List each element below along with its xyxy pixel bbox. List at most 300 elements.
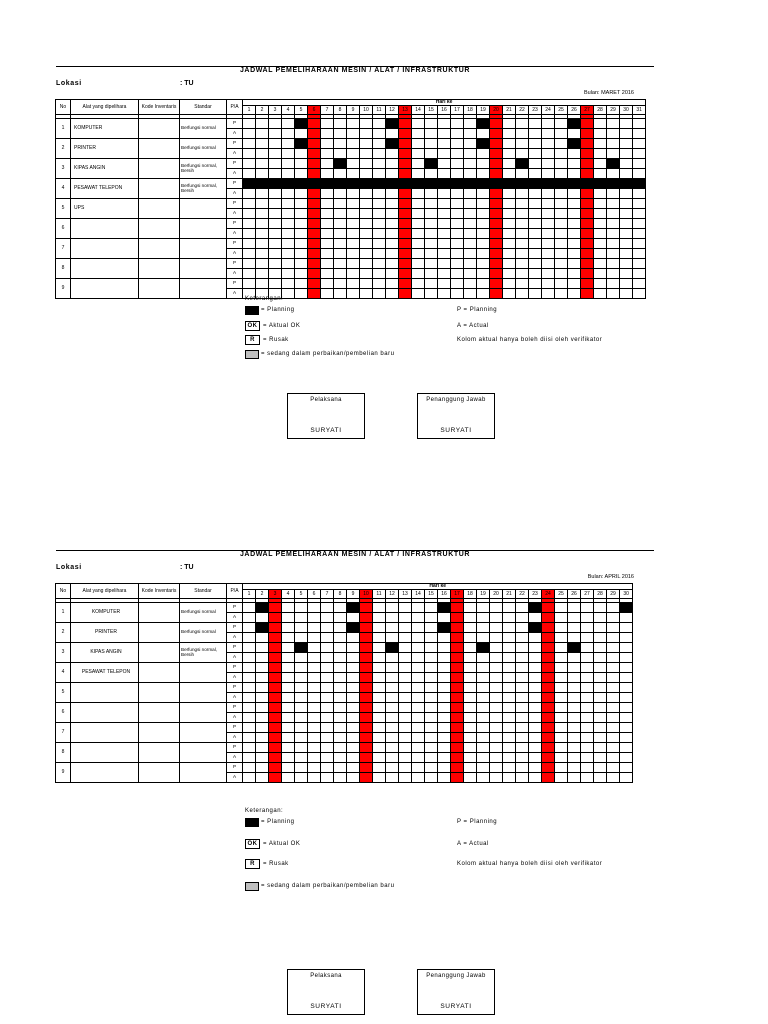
day-cell xyxy=(477,753,490,763)
item-kode xyxy=(139,703,180,723)
day-cell xyxy=(594,199,607,209)
day-cell xyxy=(555,733,568,743)
day-cell xyxy=(464,129,477,139)
day-cell xyxy=(347,139,360,149)
day-cell xyxy=(438,693,451,703)
day-number: 17 xyxy=(451,106,464,115)
day-cell xyxy=(529,249,542,259)
day-cell xyxy=(503,189,516,199)
day-cell xyxy=(581,773,594,783)
day-cell xyxy=(373,703,386,713)
day-cell xyxy=(568,249,581,259)
day-cell xyxy=(464,653,477,663)
day-cell xyxy=(360,129,373,139)
day-cell xyxy=(529,129,542,139)
day-cell xyxy=(425,139,438,149)
day-cell xyxy=(373,159,386,169)
day-cell xyxy=(334,149,347,159)
day-cell xyxy=(412,763,425,773)
day-cell xyxy=(347,229,360,239)
day-cell xyxy=(373,733,386,743)
day-cell xyxy=(360,753,373,763)
day-cell xyxy=(516,159,529,169)
day-cell xyxy=(607,763,620,773)
day-cell xyxy=(607,753,620,763)
day-cell xyxy=(308,633,321,643)
day-cell xyxy=(594,773,607,783)
day-cell xyxy=(269,269,282,279)
day-cell xyxy=(347,249,360,259)
day-cell xyxy=(633,269,646,279)
day-cell xyxy=(373,269,386,279)
table-row xyxy=(56,279,646,289)
day-cell xyxy=(451,643,464,653)
day-cell xyxy=(386,723,399,733)
header-standar: Standar xyxy=(180,584,227,599)
day-cell xyxy=(334,653,347,663)
item-name xyxy=(71,723,139,743)
day-cell xyxy=(607,653,620,663)
day-number: 6 xyxy=(308,590,321,599)
day-cell xyxy=(451,713,464,723)
pa-label: P xyxy=(227,723,243,733)
signature-box-pelaksana xyxy=(287,969,365,1015)
day-cell xyxy=(412,753,425,763)
day-cell xyxy=(620,623,633,633)
day-cell xyxy=(516,723,529,733)
day-cell xyxy=(529,149,542,159)
day-cell xyxy=(542,723,555,733)
item-standar xyxy=(180,703,227,723)
day-cell xyxy=(256,643,269,653)
day-cell xyxy=(451,753,464,763)
day-cell xyxy=(490,129,503,139)
day-cell xyxy=(529,189,542,199)
day-cell xyxy=(425,673,438,683)
day-cell xyxy=(334,703,347,713)
day-cell xyxy=(243,119,256,129)
day-cell xyxy=(438,199,451,209)
item-kode xyxy=(139,279,180,299)
pa-label: P xyxy=(227,159,243,169)
day-cell xyxy=(425,159,438,169)
day-cell xyxy=(568,673,581,683)
day-cell xyxy=(399,129,412,139)
day-cell xyxy=(451,733,464,743)
day-cell xyxy=(594,633,607,643)
day-cell xyxy=(386,743,399,753)
day-cell xyxy=(256,663,269,673)
day-number: 5 xyxy=(295,590,308,599)
day-cell xyxy=(581,199,594,209)
day-cell xyxy=(360,279,373,289)
day-cell xyxy=(282,269,295,279)
day-cell xyxy=(529,209,542,219)
day-cell xyxy=(607,149,620,159)
pelaksana-name: SURYATI xyxy=(310,427,342,434)
day-cell xyxy=(503,733,516,743)
day-cell xyxy=(529,219,542,229)
item-standar xyxy=(180,723,227,743)
day-cell xyxy=(620,683,633,693)
day-cell xyxy=(412,149,425,159)
day-cell xyxy=(334,189,347,199)
day-cell xyxy=(555,229,568,239)
day-cell xyxy=(594,179,607,189)
day-cell xyxy=(373,693,386,703)
item-name: KIPAS ANGIN xyxy=(71,159,139,179)
day-cell xyxy=(308,683,321,693)
day-number: 8 xyxy=(334,106,347,115)
day-number: 10 xyxy=(360,590,373,599)
day-cell xyxy=(321,239,334,249)
day-cell xyxy=(256,179,269,189)
table-row xyxy=(56,239,646,249)
item-kode xyxy=(139,603,180,623)
day-cell xyxy=(282,703,295,713)
day-cell xyxy=(321,199,334,209)
day-cell xyxy=(477,703,490,713)
day-cell xyxy=(321,119,334,129)
day-cell xyxy=(451,119,464,129)
day-cell xyxy=(399,159,412,169)
day-cell xyxy=(256,763,269,773)
legend-grey xyxy=(245,880,394,892)
pa-label: A xyxy=(227,653,243,663)
day-cell xyxy=(256,209,269,219)
day-cell xyxy=(269,733,282,743)
day-cell xyxy=(347,603,360,613)
day-cell xyxy=(386,219,399,229)
day-cell xyxy=(295,683,308,693)
day-cell xyxy=(503,219,516,229)
day-cell xyxy=(581,663,594,673)
day-cell xyxy=(308,239,321,249)
day-cell xyxy=(425,209,438,219)
day-cell xyxy=(503,753,516,763)
day-cell xyxy=(594,683,607,693)
day-cell xyxy=(412,633,425,643)
day-cell xyxy=(269,219,282,229)
day-cell xyxy=(282,673,295,683)
header-alat: Alat yang dipelihara xyxy=(71,100,139,115)
day-cell xyxy=(503,653,516,663)
day-cell xyxy=(360,633,373,643)
day-cell xyxy=(373,683,386,693)
day-cell xyxy=(386,279,399,289)
item-standar: Berfungsi normal, Bersih xyxy=(180,179,227,199)
day-cell xyxy=(321,723,334,733)
day-cell xyxy=(256,703,269,713)
day-cell xyxy=(373,139,386,149)
day-cell xyxy=(347,199,360,209)
day-cell xyxy=(386,199,399,209)
day-cell xyxy=(399,149,412,159)
day-cell xyxy=(451,159,464,169)
day-cell xyxy=(269,169,282,179)
day-cell xyxy=(399,139,412,149)
header-no: No xyxy=(56,584,71,599)
day-cell xyxy=(334,603,347,613)
day-cell xyxy=(581,733,594,743)
schedule-sheet-april xyxy=(0,484,768,1010)
day-cell xyxy=(620,653,633,663)
day-cell xyxy=(607,139,620,149)
day-cell xyxy=(334,773,347,783)
item-kode xyxy=(139,743,180,763)
day-cell xyxy=(321,643,334,653)
day-cell xyxy=(555,743,568,753)
day-cell xyxy=(373,279,386,289)
day-cell xyxy=(269,179,282,189)
pa-label: P xyxy=(227,259,243,269)
day-cell xyxy=(620,259,633,269)
day-cell xyxy=(555,773,568,783)
day-cell xyxy=(282,743,295,753)
day-cell xyxy=(386,633,399,643)
day-number: 31 xyxy=(633,106,646,115)
header-kode: Kode Inventaris xyxy=(139,584,180,599)
day-cell xyxy=(620,713,633,723)
day-cell xyxy=(542,239,555,249)
day-cell xyxy=(555,139,568,149)
day-cell xyxy=(464,209,477,219)
day-cell xyxy=(412,249,425,259)
day-cell xyxy=(334,249,347,259)
day-cell xyxy=(490,169,503,179)
pa-label: A xyxy=(227,713,243,723)
day-cell xyxy=(438,763,451,773)
day-cell xyxy=(477,189,490,199)
day-cell xyxy=(321,249,334,259)
pa-label: A xyxy=(227,249,243,259)
table-row xyxy=(56,763,633,773)
legend-note-text: Kolom aktual hanya boleh diisi oleh verifikator xyxy=(457,861,603,867)
day-cell xyxy=(399,269,412,279)
day-cell xyxy=(451,199,464,209)
day-cell xyxy=(620,723,633,733)
day-cell xyxy=(464,663,477,673)
day-cell xyxy=(308,713,321,723)
day-cell xyxy=(269,279,282,289)
day-cell xyxy=(269,139,282,149)
day-cell xyxy=(555,753,568,763)
day-cell xyxy=(386,149,399,159)
day-cell xyxy=(620,229,633,239)
day-cell xyxy=(490,119,503,129)
day-cell xyxy=(360,219,373,229)
item-no: 9 xyxy=(56,763,71,783)
day-cell xyxy=(347,643,360,653)
day-cell xyxy=(269,773,282,783)
day-cell xyxy=(321,189,334,199)
day-cell xyxy=(269,653,282,663)
item-name: KOMPUTER xyxy=(71,603,139,623)
day-cell xyxy=(256,189,269,199)
day-cell xyxy=(308,119,321,129)
day-cell xyxy=(399,119,412,129)
day-cell xyxy=(555,713,568,723)
table-row xyxy=(56,723,633,733)
day-cell xyxy=(607,269,620,279)
day-cell xyxy=(620,169,633,179)
day-cell xyxy=(373,623,386,633)
day-cell xyxy=(334,643,347,653)
day-cell xyxy=(542,139,555,149)
day-cell xyxy=(373,179,386,189)
day-cell xyxy=(399,653,412,663)
day-cell xyxy=(386,119,399,129)
day-cell xyxy=(568,229,581,239)
day-number: 5 xyxy=(295,106,308,115)
day-cell xyxy=(347,613,360,623)
day-cell xyxy=(360,199,373,209)
day-cell xyxy=(269,763,282,773)
day-cell xyxy=(503,179,516,189)
day-cell xyxy=(477,149,490,159)
day-cell xyxy=(321,179,334,189)
day-cell xyxy=(542,633,555,643)
day-cell xyxy=(503,763,516,773)
day-cell xyxy=(542,753,555,763)
day-cell xyxy=(360,603,373,613)
day-cell xyxy=(542,773,555,783)
day-cell xyxy=(334,179,347,189)
day-cell xyxy=(321,159,334,169)
header-kode: Kode Inventaris xyxy=(139,100,180,115)
day-cell xyxy=(581,189,594,199)
pa-label: A xyxy=(227,189,243,199)
item-name xyxy=(71,219,139,239)
day-cell xyxy=(360,743,373,753)
day-number: 12 xyxy=(386,590,399,599)
day-cell xyxy=(321,259,334,269)
day-cell xyxy=(451,603,464,613)
day-cell xyxy=(503,743,516,753)
ok-box-icon: OK xyxy=(245,839,260,849)
item-standar: Berfungsi normal, Bersih xyxy=(180,643,227,663)
day-cell xyxy=(464,159,477,169)
day-cell xyxy=(607,623,620,633)
item-name: KOMPUTER xyxy=(71,119,139,139)
day-cell xyxy=(542,673,555,683)
day-cell xyxy=(321,603,334,613)
day-cell xyxy=(477,179,490,189)
day-cell xyxy=(490,139,503,149)
day-cell xyxy=(334,683,347,693)
day-cell xyxy=(516,773,529,783)
day-cell xyxy=(607,169,620,179)
day-cell xyxy=(438,703,451,713)
day-cell xyxy=(464,269,477,279)
day-cell xyxy=(334,713,347,723)
day-number: 20 xyxy=(490,106,503,115)
day-cell xyxy=(360,139,373,149)
day-cell xyxy=(308,139,321,149)
day-number: 11 xyxy=(373,106,386,115)
item-kode xyxy=(139,723,180,743)
day-cell xyxy=(425,119,438,129)
day-cell xyxy=(425,653,438,663)
day-cell xyxy=(425,199,438,209)
day-cell xyxy=(568,279,581,289)
day-cell xyxy=(308,693,321,703)
day-cell xyxy=(516,179,529,189)
day-cell xyxy=(399,209,412,219)
day-cell xyxy=(282,683,295,693)
day-cell xyxy=(438,219,451,229)
day-cell xyxy=(334,209,347,219)
day-cell xyxy=(425,129,438,139)
day-cell xyxy=(477,199,490,209)
day-cell xyxy=(373,169,386,179)
day-cell xyxy=(425,603,438,613)
day-cell xyxy=(412,239,425,249)
day-cell xyxy=(490,723,503,733)
pa-label: P xyxy=(227,763,243,773)
day-cell xyxy=(438,269,451,279)
day-cell xyxy=(399,753,412,763)
day-cell xyxy=(607,189,620,199)
day-cell xyxy=(295,159,308,169)
day-cell xyxy=(438,683,451,693)
day-cell xyxy=(581,139,594,149)
day-cell xyxy=(490,149,503,159)
day-cell xyxy=(373,653,386,663)
day-cell xyxy=(516,129,529,139)
day-cell xyxy=(360,663,373,673)
item-no: 8 xyxy=(56,259,71,279)
pa-label: P xyxy=(227,199,243,209)
day-cell xyxy=(334,119,347,129)
table-row xyxy=(56,683,633,693)
day-number: 30 xyxy=(620,106,633,115)
day-cell xyxy=(321,139,334,149)
day-cell xyxy=(490,663,503,673)
day-cell xyxy=(620,703,633,713)
day-cell xyxy=(269,623,282,633)
day-cell xyxy=(607,633,620,643)
day-cell xyxy=(490,743,503,753)
day-cell xyxy=(555,613,568,623)
day-number: 29 xyxy=(607,106,620,115)
day-cell xyxy=(503,773,516,783)
day-number: 6 xyxy=(308,106,321,115)
day-cell xyxy=(386,623,399,633)
day-cell xyxy=(529,763,542,773)
day-cell xyxy=(542,259,555,269)
item-kode xyxy=(139,259,180,279)
item-name: PESAWAT TELEPON xyxy=(71,663,139,683)
item-no: 1 xyxy=(56,603,71,623)
day-cell xyxy=(555,643,568,653)
day-cell xyxy=(334,743,347,753)
day-cell xyxy=(347,623,360,633)
day-cell xyxy=(490,633,503,643)
day-cell xyxy=(542,663,555,673)
day-cell xyxy=(243,219,256,229)
day-cell xyxy=(334,733,347,743)
day-cell xyxy=(477,743,490,753)
day-cell xyxy=(360,723,373,733)
pelaksana-label: Pelaksana xyxy=(310,397,342,403)
pa-label: A xyxy=(227,753,243,763)
legend-p-def xyxy=(457,304,497,316)
day-cell xyxy=(542,713,555,723)
table-row xyxy=(56,119,646,129)
day-cell xyxy=(516,269,529,279)
day-cell xyxy=(412,683,425,693)
